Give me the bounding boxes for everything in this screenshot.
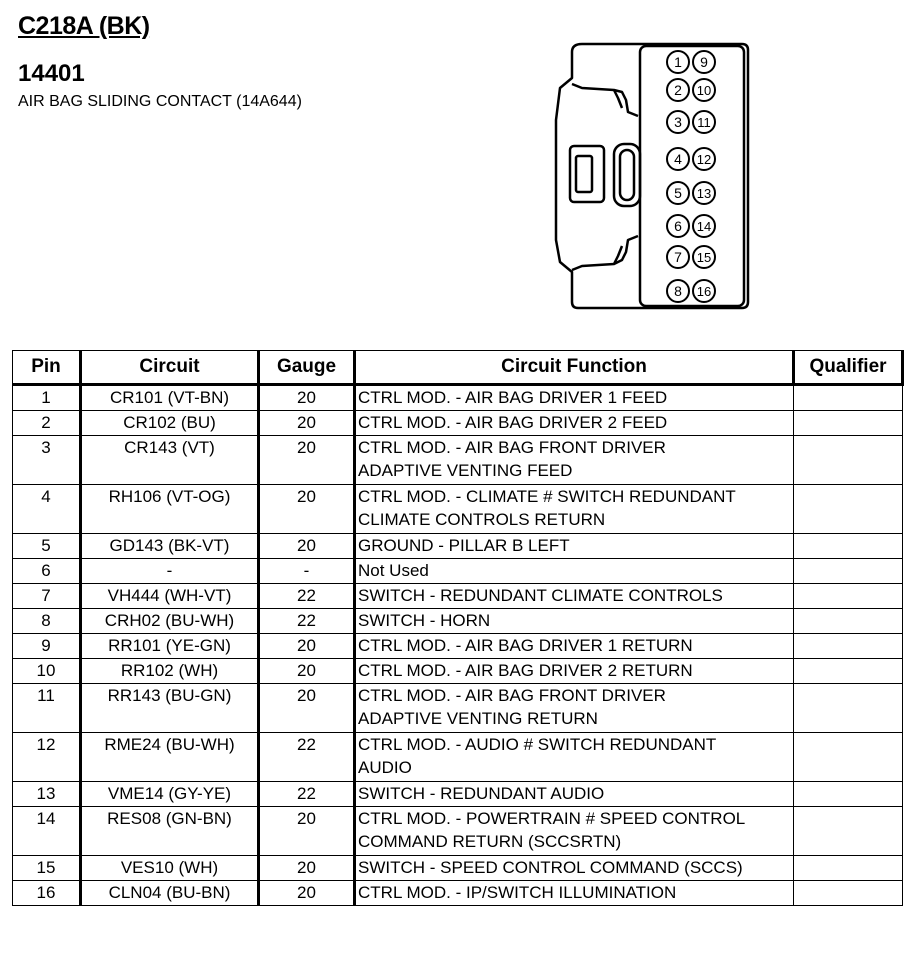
table-row xyxy=(13,782,903,807)
qualifier-cell xyxy=(794,881,903,906)
circuit-function-cell xyxy=(355,485,794,534)
table-row xyxy=(13,807,903,856)
table-row xyxy=(13,733,903,782)
gauge-cell: 20 xyxy=(259,385,355,411)
circuit-function-cell xyxy=(355,856,794,881)
gauge-cell: 20 xyxy=(259,436,355,485)
qualifier-cell xyxy=(794,411,903,436)
pin-number-label: 7 xyxy=(674,249,682,265)
pin-number-label: 5 xyxy=(674,185,682,201)
circuit-function-line: CTRL MOD. - AIR BAG DRIVER 2 RETURN xyxy=(358,661,693,680)
circuit-function-line: CTRL MOD. - IP/SWITCH ILLUMINATION xyxy=(358,883,677,902)
circuit-function-cell xyxy=(355,534,794,559)
pin-cell: 16 xyxy=(13,881,81,906)
circuit-function-cell xyxy=(355,385,794,411)
circuit-function-line-2: ADAPTIVE VENTING RETURN xyxy=(358,709,598,728)
pin-cell: 9 xyxy=(13,634,81,659)
circuit-function-cell xyxy=(355,559,794,584)
circuit-cell: VES10 (WH) xyxy=(81,856,259,881)
circuit-cell: RR101 (YE-GN) xyxy=(81,634,259,659)
connector-title: C218A (BK) xyxy=(18,12,150,40)
circuit-function-line: CTRL MOD. - AIR BAG FRONT DRIVER xyxy=(358,438,666,457)
pin-number-label: 15 xyxy=(696,250,712,265)
circuit-cell: - xyxy=(81,559,259,584)
gauge-cell: - xyxy=(259,559,355,584)
circuit-cell: CR101 (VT-BN) xyxy=(81,385,259,411)
circuit-cell: RME24 (BU-WH) xyxy=(81,733,259,782)
circuit-function-line: SWITCH - REDUNDANT AUDIO xyxy=(358,784,605,803)
circuit-cell: CRH02 (BU-WH) xyxy=(81,609,259,634)
table-row xyxy=(13,485,903,534)
gauge-cell: 20 xyxy=(259,856,355,881)
circuit-function-line-2: ADAPTIVE VENTING FEED xyxy=(358,461,573,480)
pin-cell: 13 xyxy=(13,782,81,807)
circuit-function-cell xyxy=(355,733,794,782)
circuit-function-cell xyxy=(355,609,794,634)
pin-cell: 11 xyxy=(13,684,81,733)
table-row xyxy=(13,856,903,881)
qualifier-cell xyxy=(794,485,903,534)
circuit-function-line: Not Used xyxy=(358,561,429,580)
circuit-cell: RR102 (WH) xyxy=(81,659,259,684)
header-circuit-function: Circuit Function xyxy=(355,351,794,385)
pin-number-label: 8 xyxy=(674,283,682,299)
circuit-function-cell xyxy=(355,634,794,659)
circuit-cell: RES08 (GN-BN) xyxy=(81,807,259,856)
circuit-function-line: CTRL MOD. - AIR BAG DRIVER 1 RETURN xyxy=(358,636,693,655)
circuit-function-line-2: AUDIO xyxy=(358,758,412,777)
circuit-function-cell xyxy=(355,411,794,436)
pin-number-label: 13 xyxy=(696,186,712,201)
circuit-function-line: CTRL MOD. - AIR BAG DRIVER 1 FEED xyxy=(358,388,668,407)
table-row xyxy=(13,584,903,609)
circuit-cell: RH106 (VT-OG) xyxy=(81,485,259,534)
table-row xyxy=(13,881,903,906)
circuit-function-line: CTRL MOD. - AIR BAG DRIVER 2 FEED xyxy=(358,413,668,432)
table-row xyxy=(13,534,903,559)
pin-number-label: 6 xyxy=(674,218,682,234)
qualifier-cell xyxy=(794,609,903,634)
qualifier-cell xyxy=(794,782,903,807)
pin-number-label: 11 xyxy=(697,115,711,130)
table-row xyxy=(13,684,903,733)
pin-cell: 14 xyxy=(13,807,81,856)
pin-cell: 4 xyxy=(13,485,81,534)
circuit-function-line: SWITCH - HORN xyxy=(358,611,491,630)
header-pin: Pin xyxy=(13,351,81,385)
pin-cell: 10 xyxy=(13,659,81,684)
qualifier-cell xyxy=(794,559,903,584)
pin-number-label: 4 xyxy=(674,151,682,167)
circuit-function-line: SWITCH - REDUNDANT CLIMATE CONTROLS xyxy=(358,586,723,605)
pin-number-label: 1 xyxy=(674,54,682,70)
header-circuit: Circuit xyxy=(81,351,259,385)
circuit-function-cell xyxy=(355,584,794,609)
pin-cell: 1 xyxy=(13,385,81,411)
circuit-function-line-2: CLIMATE CONTROLS RETURN xyxy=(358,510,606,529)
gauge-cell: 22 xyxy=(259,584,355,609)
qualifier-cell xyxy=(794,634,903,659)
pin-cell: 7 xyxy=(13,584,81,609)
pin-number-label: 12 xyxy=(696,152,712,167)
circuit-cell: VME14 (GY-YE) xyxy=(81,782,259,807)
connector-face-diagram xyxy=(552,40,752,312)
qualifier-cell xyxy=(794,684,903,733)
circuit-function-line: SWITCH - SPEED CONTROL COMMAND (SCCS) xyxy=(358,858,743,877)
pin-cell: 5 xyxy=(13,534,81,559)
circuit-function-cell xyxy=(355,881,794,906)
pin-cell: 2 xyxy=(13,411,81,436)
circuit-function-cell xyxy=(355,684,794,733)
gauge-cell: 20 xyxy=(259,411,355,436)
pin-number-label: 9 xyxy=(700,54,708,70)
circuit-function-cell xyxy=(355,807,794,856)
gauge-cell: 20 xyxy=(259,659,355,684)
pin-number-label: 2 xyxy=(674,82,682,98)
circuit-function-line: CTRL MOD. - POWERTRAIN # SPEED CONTROL xyxy=(358,809,746,828)
gauge-cell: 20 xyxy=(259,485,355,534)
pin-cell: 12 xyxy=(13,733,81,782)
qualifier-cell xyxy=(794,856,903,881)
connector-pin-circles xyxy=(667,51,715,302)
gauge-cell: 22 xyxy=(259,733,355,782)
qualifier-cell xyxy=(794,534,903,559)
qualifier-cell xyxy=(794,385,903,411)
circuit-function-line: CTRL MOD. - CLIMATE # SWITCH REDUNDANT xyxy=(358,487,736,506)
table-row xyxy=(13,411,903,436)
part-description: AIR BAG SLIDING CONTACT (14A644) xyxy=(18,93,302,110)
circuit-function-line: GROUND - PILLAR B LEFT xyxy=(358,536,570,555)
pin-number-label: 14 xyxy=(696,219,712,234)
qualifier-cell xyxy=(794,436,903,485)
pin-cell: 3 xyxy=(13,436,81,485)
table-row xyxy=(13,385,903,411)
circuit-cell: CLN04 (BU-BN) xyxy=(81,881,259,906)
circuit-cell: CR102 (BU) xyxy=(81,411,259,436)
circuit-cell: CR143 (VT) xyxy=(81,436,259,485)
gauge-cell: 22 xyxy=(259,782,355,807)
qualifier-cell xyxy=(794,733,903,782)
circuit-cell: RR143 (BU-GN) xyxy=(81,684,259,733)
qualifier-cell xyxy=(794,659,903,684)
header-qualifier: Qualifier xyxy=(794,351,903,385)
circuit-function-line-2: COMMAND RETURN (SCCSRTN) xyxy=(358,832,622,851)
gauge-cell: 20 xyxy=(259,684,355,733)
circuit-function-cell xyxy=(355,659,794,684)
gauge-cell: 20 xyxy=(259,534,355,559)
table-row xyxy=(13,634,903,659)
pin-number-label: 16 xyxy=(696,284,712,299)
table-row xyxy=(13,609,903,634)
header-gauge: Gauge xyxy=(259,351,355,385)
gauge-cell: 22 xyxy=(259,609,355,634)
pin-number-label: 10 xyxy=(696,83,712,98)
gauge-cell: 20 xyxy=(259,807,355,856)
part-number: 14401 xyxy=(18,60,85,87)
circuit-function-line: CTRL MOD. - AUDIO # SWITCH REDUNDANT xyxy=(358,735,717,754)
table-row xyxy=(13,436,903,485)
pin-cell: 8 xyxy=(13,609,81,634)
pin-cell: 6 xyxy=(13,559,81,584)
pin-cell: 15 xyxy=(13,856,81,881)
gauge-cell: 20 xyxy=(259,881,355,906)
circuit-function-cell xyxy=(355,782,794,807)
qualifier-cell xyxy=(794,584,903,609)
pin-number-label: 3 xyxy=(674,114,682,130)
circuit-cell: VH444 (WH-VT) xyxy=(81,584,259,609)
pinout-table xyxy=(12,350,904,906)
gauge-cell: 20 xyxy=(259,634,355,659)
circuit-cell: GD143 (BK-VT) xyxy=(81,534,259,559)
circuit-function-cell xyxy=(355,436,794,485)
qualifier-cell xyxy=(794,807,903,856)
table-header-row xyxy=(13,351,903,385)
table-row xyxy=(13,659,903,684)
table-row xyxy=(13,559,903,584)
circuit-function-line: CTRL MOD. - AIR BAG FRONT DRIVER xyxy=(358,686,666,705)
